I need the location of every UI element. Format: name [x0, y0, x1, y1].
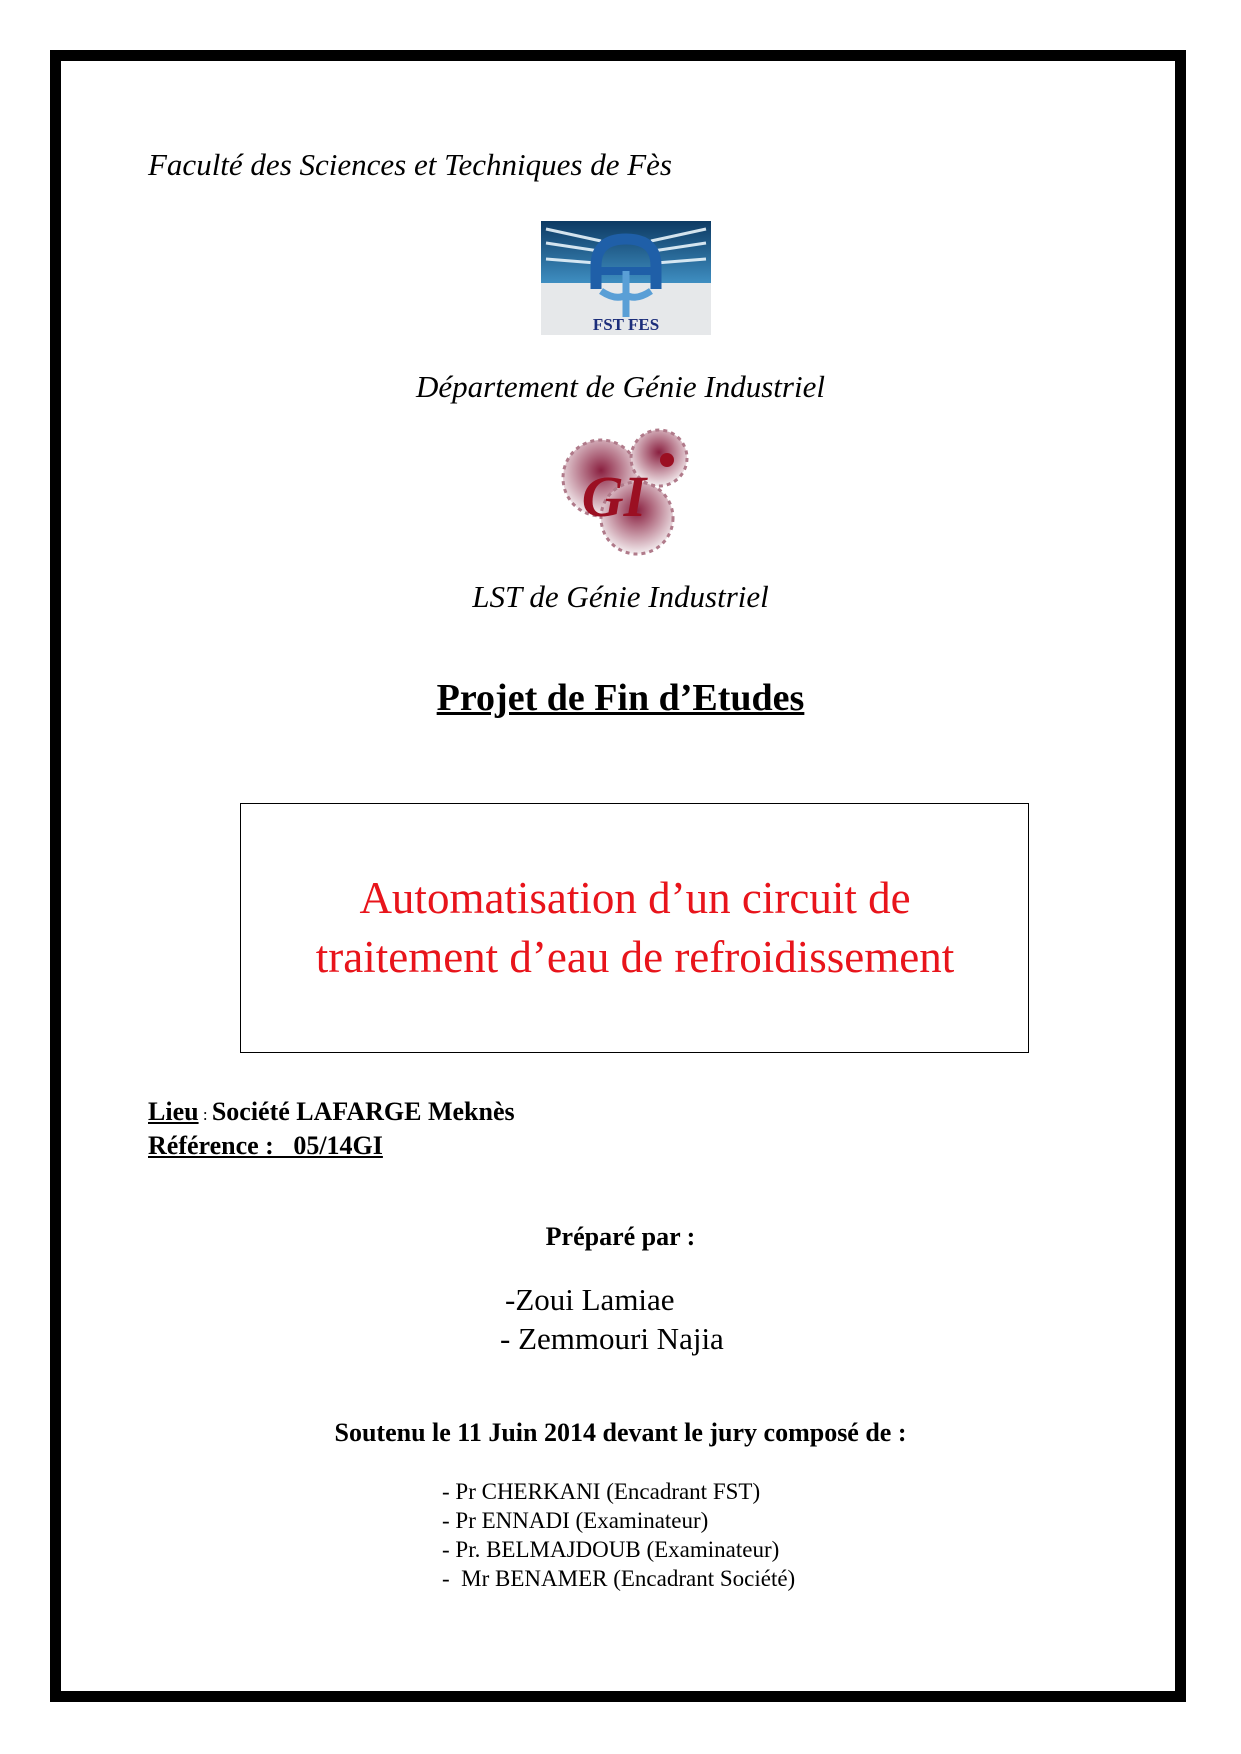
- jury-member: - Mr BENAMER (Encadrant Société): [442, 1566, 796, 1591]
- reference: Référence : 05/14GI: [148, 1131, 383, 1160]
- fst-fes-logo: [541, 221, 711, 335]
- lieu-value: Société LAFARGE Meknès: [211, 1097, 515, 1126]
- prepared-by-label: Préparé par :: [545, 1222, 696, 1251]
- jury-member: - Pr ENNADI (Examinateur): [442, 1508, 709, 1533]
- project-heading: Projet de Fin d’Etudes: [436, 677, 805, 719]
- project-title-box: [240, 803, 1029, 1053]
- lieu-separator: :: [198, 1105, 212, 1124]
- author-name: - Zemmouri Najia: [500, 1321, 724, 1356]
- project-title-line2: traitement d’eau de refroidissement: [315, 932, 955, 982]
- department-name: Département de Génie Industriel: [416, 369, 825, 404]
- project-title-line1: Automatisation d’un circuit de: [359, 873, 911, 923]
- fst-logo-text: FST FES: [592, 315, 660, 334]
- jury-member: - Pr CHERKANI (Encadrant FST): [442, 1479, 761, 1504]
- jury-label: Soutenu le 11 Juin 2014 devant le jury composé de :: [334, 1418, 907, 1447]
- author-name: -Zoui Lamiae: [505, 1282, 675, 1317]
- jury-member: - Pr. BELMAJDOUB (Examinateur): [442, 1537, 780, 1562]
- lieu-line: [148, 1097, 515, 1127]
- faculty-name: Faculté des Sciences et Techniques de Fès: [148, 147, 672, 182]
- gi-logo-text: GI: [581, 464, 647, 529]
- program-name: LST de Génie Industriel: [472, 579, 769, 614]
- lieu-label: Lieu: [148, 1097, 199, 1126]
- gi-department-logo: [559, 428, 699, 559]
